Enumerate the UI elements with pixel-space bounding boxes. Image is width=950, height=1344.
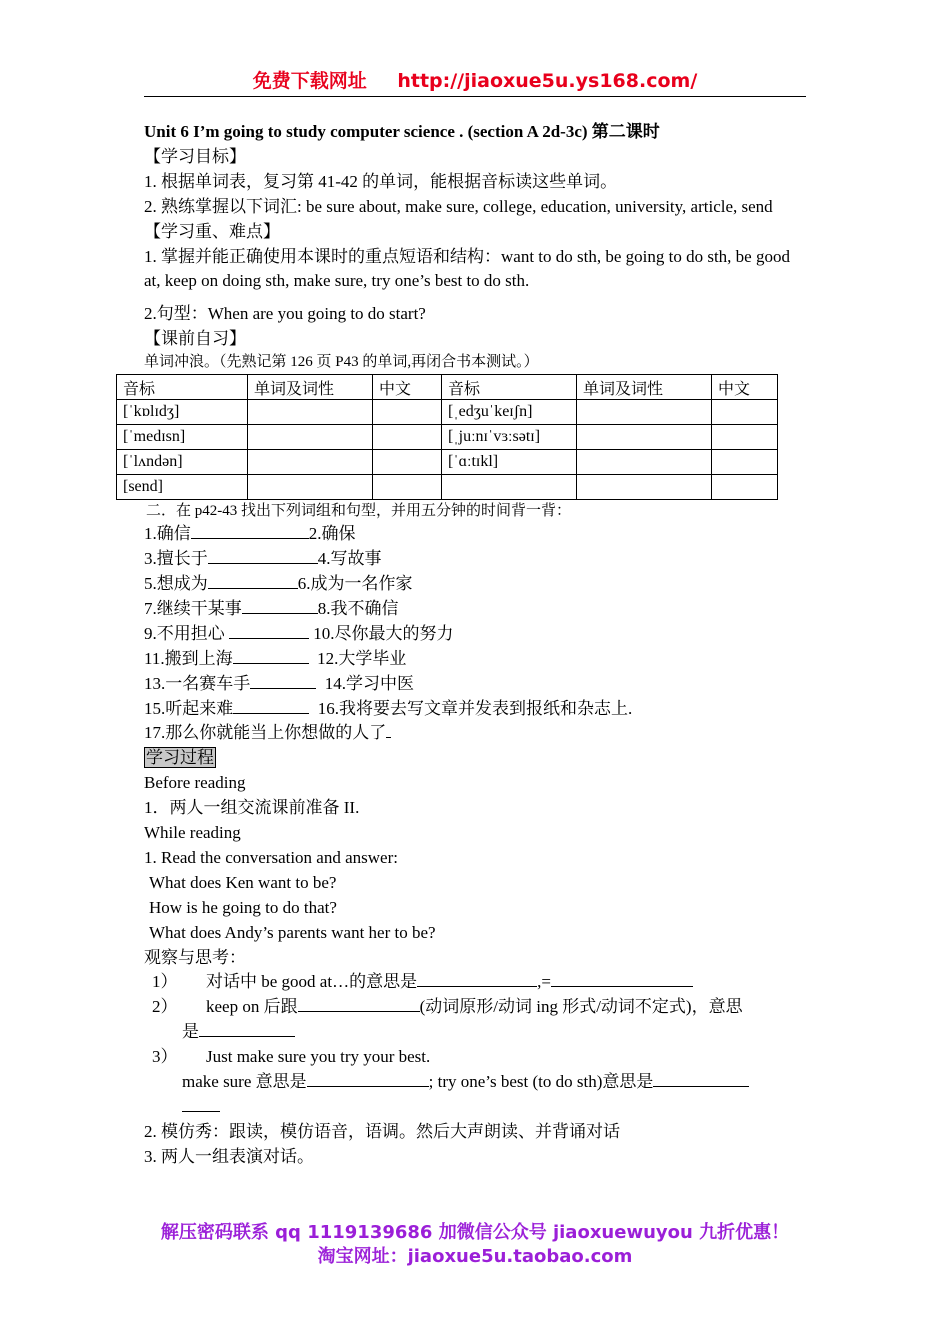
preview-heading: 【课前自习】	[144, 329, 246, 349]
table-row	[117, 400, 778, 425]
cell-chinese-input[interactable]	[712, 400, 778, 425]
observe-item-2	[144, 995, 809, 1020]
phrase-line	[144, 647, 809, 672]
observe-item-3	[144, 1045, 809, 1070]
th-phonetic-1: 音标	[117, 375, 248, 400]
step-2: 2. 模仿秀：跟读，模仿语音，语调。然后大声朗读、并背诵对话	[144, 1121, 620, 1141]
item-text: Just make sure you try your best.	[206, 1047, 431, 1067]
phrase-prompt: 6.成为一名作家	[297, 573, 413, 593]
answer-blank[interactable]	[653, 1070, 749, 1087]
answer-blank[interactable]	[233, 647, 309, 664]
part2-instruction: 二．在 p42-43 找出下列词组和句型，并用五分钟的时间背一背：	[146, 503, 571, 520]
phrase-prompt: 7.继续干某事	[144, 598, 242, 618]
answer-blank[interactable]	[417, 970, 537, 987]
observe-item-1: 1） 对话中 be good at…的意思是 ,=	[144, 970, 809, 995]
cell-chinese-input[interactable]	[712, 425, 778, 450]
phrase-prompt: 12.大学毕业	[308, 648, 407, 668]
cell-word-input[interactable]	[248, 450, 373, 475]
answer-blank[interactable]	[307, 1070, 429, 1087]
process-heading: 学习过程	[146, 748, 214, 768]
objective-2: 2. 熟练掌握以下词汇: be sure about, make sure, college, education, university, article, send	[144, 196, 773, 216]
answer-blank[interactable]	[551, 970, 693, 987]
answer-blank[interactable]	[298, 995, 420, 1012]
question-2: How is he going to do that?	[149, 897, 337, 917]
answer-blank[interactable]	[208, 547, 318, 564]
cell-phonetic: [ˈmedɪsn]	[117, 425, 248, 450]
item-number: 2）	[152, 997, 178, 1017]
phrase-prompt: 10.尽你最大的努力	[309, 623, 454, 643]
phrase-line	[144, 721, 809, 746]
phrase-prompt: 13.一名赛车手	[144, 673, 251, 693]
phrase-line	[144, 622, 809, 647]
phrase-prompt: 17.那么你就能当上你想做的人了	[144, 723, 387, 743]
footer-contact: 解压密码联系 qq 1119139686 加微信公众号 jiaoxuewuyou 九折优惠！	[160, 1222, 790, 1243]
question-1: What does Ken want to be?	[149, 872, 337, 892]
phrase-prompt: 11.搬到上海	[144, 648, 233, 668]
page-header	[144, 66, 806, 97]
preview-intro: 单词冲浪。（先熟记第 126 页 P43 的单词,再闭合书本测试。）	[144, 354, 539, 371]
objective-1: 1. 根据单词表，复习第 41-42 的单词，能根据音标读这些单词。	[144, 171, 618, 191]
item-text: keep on 后跟	[206, 997, 298, 1017]
th-phonetic-2: 音标	[442, 375, 577, 400]
item-text: (动词原形/动词 ing 形式/动词不定式)，意思	[419, 997, 743, 1017]
answer-blank[interactable]	[229, 622, 309, 639]
phrase-prompt: 5.想成为	[144, 573, 208, 593]
cell-phonetic: [send]	[117, 475, 248, 500]
table-header-row	[117, 375, 778, 400]
cell-phonetic: [ˈɑːtɪkl]	[442, 450, 577, 475]
keypoints-heading: 【学习重、难点】	[144, 221, 280, 241]
cell-word-input[interactable]	[577, 450, 712, 475]
header-label: 免费下载网址	[252, 70, 367, 92]
cell-word-input[interactable]	[577, 400, 712, 425]
th-chinese-2: 中文	[712, 375, 778, 400]
phrase-prompt: 9.不用担心	[144, 623, 229, 643]
while-reading: While reading	[144, 823, 241, 843]
answer-blank[interactable]	[242, 597, 318, 614]
phrase-prompt: 3.擅长于	[144, 549, 208, 569]
th-word-2: 单词及词性	[577, 375, 712, 400]
phrase-prompt: 14.学习中医	[316, 673, 414, 693]
phrase-line	[144, 597, 809, 622]
question-3: What does Andy’s parents want her to be?	[149, 922, 436, 942]
item-text: 对话中 be good at…的意思是	[206, 972, 418, 992]
cell-phonetic: [ˈlʌndən]	[117, 450, 248, 475]
header-url[interactable]: http://jiaoxue5u.ys168.com/	[397, 70, 698, 92]
answer-blank[interactable]	[233, 697, 309, 714]
answer-blank[interactable]	[208, 572, 298, 589]
table-row	[117, 450, 778, 475]
cell-chinese-input[interactable]	[373, 400, 442, 425]
keypoint-1: 1. 掌握并能正确使用本课时的重点短语和结构：want to do sth, be going to do sth, be good at, keep on doing sth, make sure, try one’s best to do sth.	[144, 246, 790, 291]
item-text: ; try one’s best (to do sth)意思是	[428, 1072, 654, 1092]
observe-heading: 观察与思考：	[144, 947, 246, 967]
footer-taobao[interactable]: 淘宝网址：jiaoxue5u.taobao.com	[317, 1246, 633, 1267]
before-reading: Before reading	[144, 773, 246, 793]
cell-word-input[interactable]	[577, 425, 712, 450]
page-title: Unit 6 I’m going to study computer science . (section A 2d-3c) 第二课时	[144, 122, 660, 141]
before-step-1: 1．两人一组交流课前准备 II.	[144, 798, 360, 818]
keypoint-2: 2.句型：When are you going to do start?	[144, 304, 426, 324]
read-instruction: 1. Read the conversation and answer:	[144, 847, 398, 867]
cell-word-input[interactable]	[248, 475, 373, 500]
phrase-prompt: 8.我不确信	[317, 598, 399, 618]
cell-phonetic	[442, 475, 577, 500]
cell-chinese-input[interactable]	[712, 450, 778, 475]
cell-word-input[interactable]	[248, 425, 373, 450]
cell-chinese-input[interactable]	[373, 450, 442, 475]
th-chinese-1: 中文	[373, 375, 442, 400]
step-3: 3. 两人一组表演对话。	[144, 1146, 314, 1166]
phrase-line	[144, 572, 809, 597]
phrase-prompt: 16.我将要去写文章并发表到报纸和杂志上.	[309, 698, 633, 718]
cell-phonetic: [ˌjuːnɪˈvɜːsətɪ]	[442, 425, 577, 450]
answer-blank[interactable]	[191, 522, 309, 539]
phrase-prompt: 2.确保	[308, 524, 356, 544]
document-body	[123, 120, 809, 1170]
phrase-line	[144, 547, 809, 572]
process-heading-line	[144, 746, 809, 771]
answer-blank[interactable]	[250, 672, 316, 689]
table-row	[117, 425, 778, 450]
cell-phonetic: [ˌedʒuˈkeɪʃn]	[442, 400, 577, 425]
th-word-1: 单词及词性	[248, 375, 373, 400]
answer-blank[interactable]	[199, 1020, 295, 1037]
phrase-line	[144, 697, 809, 722]
item-text: make sure 意思是	[182, 1072, 307, 1092]
phrase-prompt: 15.听起来难	[144, 698, 234, 718]
cell-chinese-input[interactable]	[373, 425, 442, 450]
cell-word-input[interactable]	[577, 475, 712, 500]
item-number: 1）	[152, 972, 178, 992]
objectives-heading: 【学习目标】	[144, 146, 246, 166]
item-number: 3）	[152, 1047, 178, 1067]
observe-item-3-line2	[144, 1070, 809, 1095]
table-row	[117, 475, 778, 500]
phrase-line	[144, 672, 809, 697]
answer-blank[interactable]	[182, 1095, 220, 1112]
phrase-prompt: 4.写故事	[317, 549, 382, 569]
cell-phonetic: [ˈkɒlɪdʒ]	[117, 400, 248, 425]
cell-word-input[interactable]	[248, 400, 373, 425]
item-text: 是	[182, 1022, 199, 1042]
cell-chinese-input[interactable]	[373, 475, 442, 500]
phrase-prompt: 1.确信	[144, 524, 191, 544]
answer-blank[interactable]	[386, 721, 391, 738]
cell-chinese-input[interactable]	[712, 475, 778, 500]
phrase-line	[144, 522, 809, 547]
vocab-table	[116, 374, 778, 500]
observe-item-2-cont	[144, 1020, 809, 1045]
observe-item-3-line3	[144, 1095, 809, 1120]
